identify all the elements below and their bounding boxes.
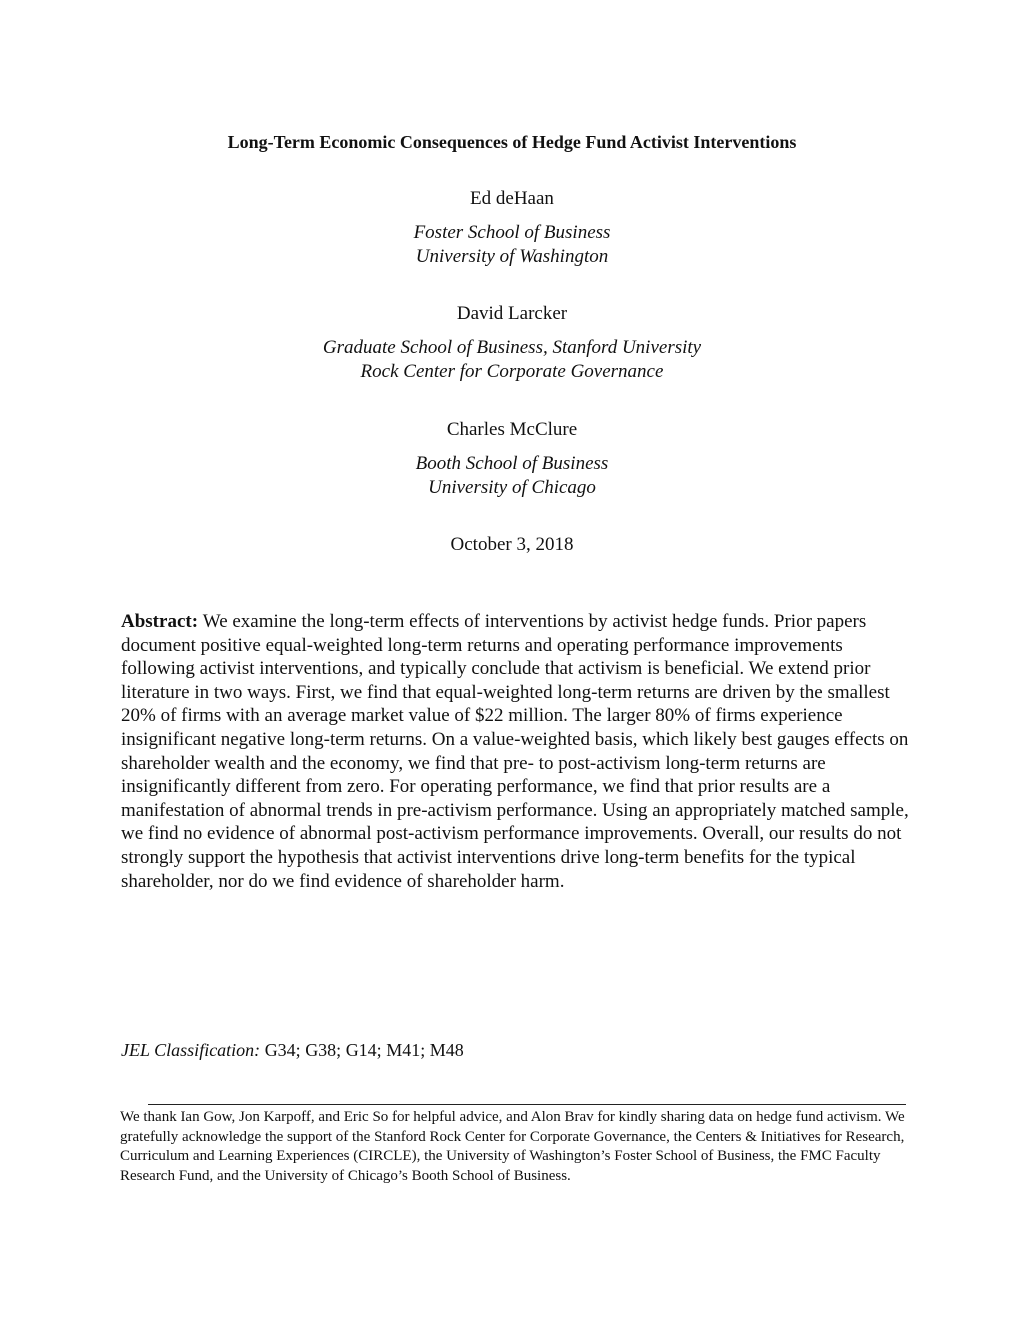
author-affiliation: Foster School of Business [413, 222, 611, 243]
spacer [0, 442, 1024, 452]
author-affiliation: University of Chicago [428, 477, 596, 498]
paper-date: October 3, 2018 [450, 534, 574, 555]
author-block-3 [0, 418, 1024, 500]
jel-classification [121, 1039, 464, 1061]
footnote-divider [148, 1104, 906, 1105]
author-affiliation: Rock Center for Corporate Governance [360, 361, 664, 382]
author-affiliation: Graduate School of Business, Stanford University [322, 337, 702, 358]
author-name: David Larcker [456, 303, 568, 324]
author-affiliation: University of Washington [415, 246, 609, 267]
abstract-label: Abstract: [121, 611, 203, 632]
jel-label: JEL Classification: [121, 1040, 265, 1060]
spacer [0, 326, 1024, 336]
abstract-text: We examine the long-term effects of interventions by activist hedge funds. Prior papers document positive equal-weighted long-term returns and operating performance improvements following activist interventions, and typically conclude that activism is beneficial. We extend prior literature in two ways. First, we find that equal-weighted long-term returns are driven by the smallest 20% of firms with an average market value of $22 million. The larger 80% of firms experience insignificant negative long-term returns. On a value-weighted basis, which likely best gauges effects on shareholder wealth and the economy, we find that pre- to post-activism long-term returns are insignificantly different from zero. For operating performance, we find that prior results are a manifestation of abnormal trends in pre-activism performance. Using an appropriately matched sample, we find no evidence of abnormal post-activism performance improvements. Overall, our results do not strongly support the hypothesis that activist interventions drive long-term benefits for the typical shareholder, nor do we find evidence of shareholder harm. [121, 611, 909, 892]
acknowledgment-footnote: We thank Ian Gow, Jon Karpoff, and Eric So for helpful advice, and Alon Brav for kindly sharing data on hedge fund activism. We gratefully acknowledge the support of the Stanford Rock Center for Corporate Governance, the Centers & Initiatives for Research, Curriculum and Learning Experiences (CIRCLE), the University of Washington’s Foster School of Business, the FMC Faculty Research Fund, and the University of Chicago’s Booth School of Business. [120, 1109, 905, 1184]
spacer [0, 211, 1024, 221]
jel-codes: G34; G38; G14; M41; M48 [264, 1040, 464, 1060]
author-affiliation: Booth School of Business [415, 453, 609, 474]
author-block-1 [0, 187, 1024, 269]
author-block-2 [0, 302, 1024, 384]
author-name: Charles McClure [446, 419, 578, 440]
paper-title: Long-Term Economic Consequences of Hedge Fund Activist Interventions [227, 132, 797, 152]
abstract [121, 610, 911, 893]
author-name: Ed deHaan [470, 188, 554, 209]
